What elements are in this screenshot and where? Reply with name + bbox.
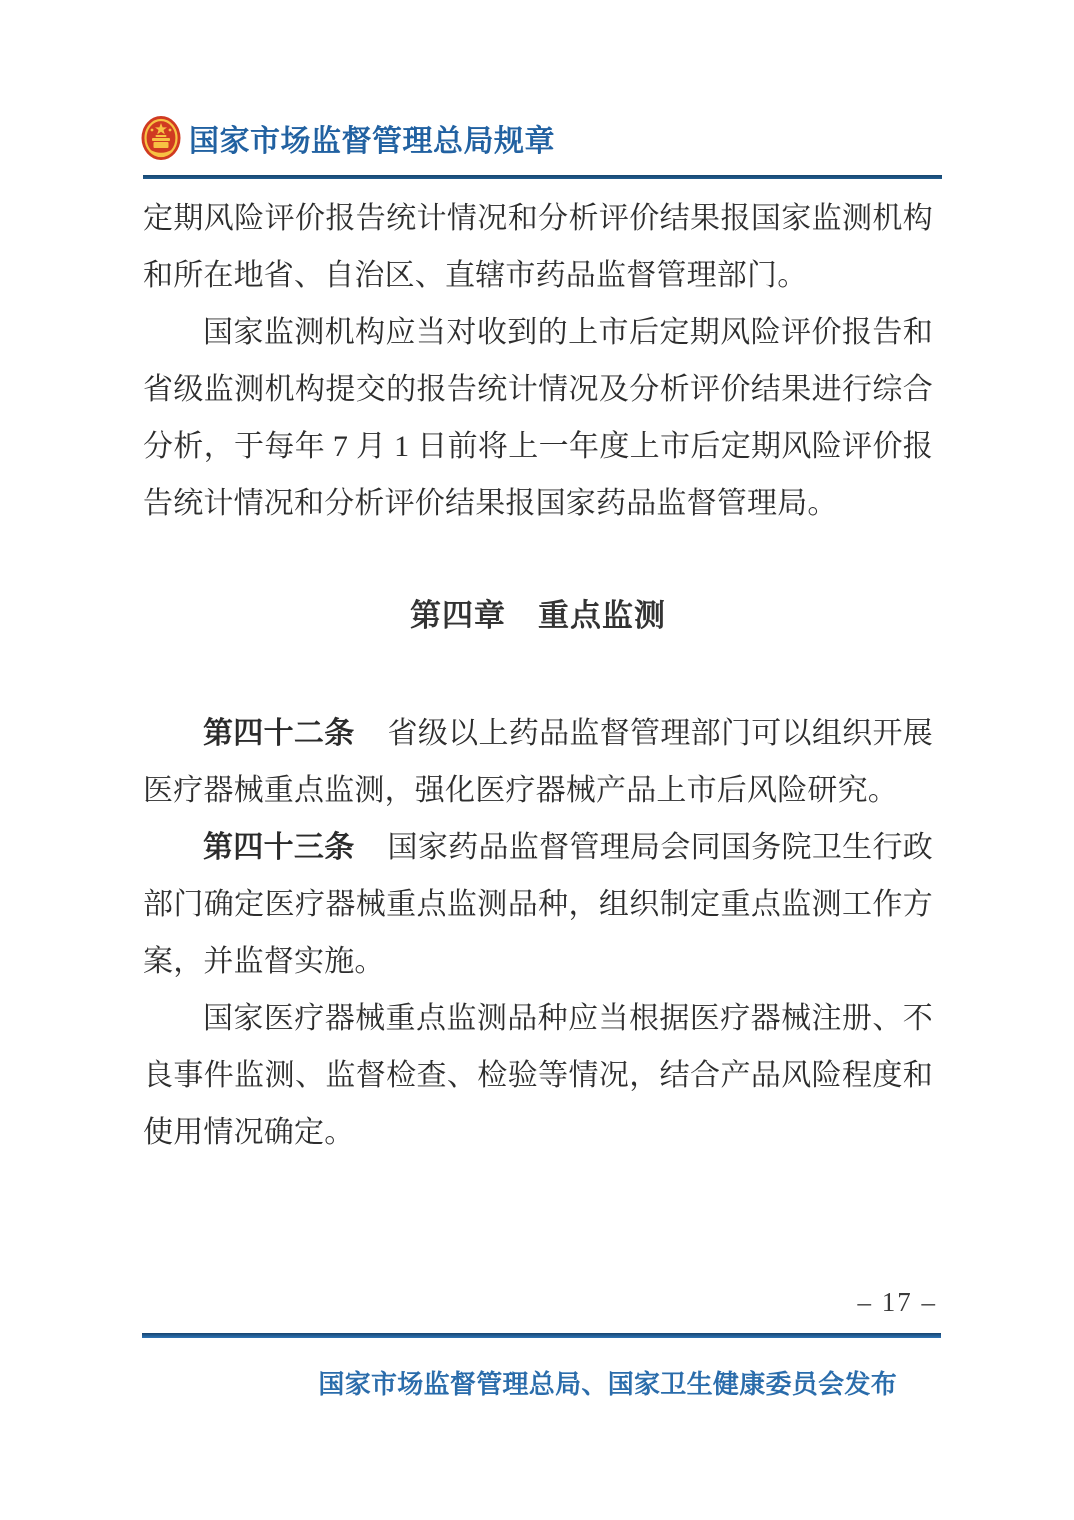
paragraph: 国家医疗器械重点监测品种应当根据医疗器械注册、不良事件监测、监督检查、检验等情况，结合产品风险程度和使用情况确定。 xyxy=(143,1002,933,1149)
header-title: 国家市场监督管理总局规章 xyxy=(189,125,555,158)
national-emblem-icon xyxy=(141,115,181,161)
footer-divider-line xyxy=(142,1333,941,1338)
article-43-paragraph xyxy=(143,819,933,990)
article-43-text: 国家药品监督管理局会同国务院卫生行政部门确定医疗器械重点监测品种，组织制定重点监测工作方案，并监督实施。 xyxy=(143,831,933,978)
article-42-number: 第四十二条 xyxy=(203,717,355,750)
document-header xyxy=(141,112,941,164)
article-42-text: 省级以上药品监督管理部门可以组织开展医疗器械重点监测，强化医疗器械产品上市后风险研究。 xyxy=(143,717,933,807)
paragraph: 国家监测机构应当对收到的上市后定期风险评价报告和省级监测机构提交的报告统计情况及分析评价结果进行综合分析，于每年 7 月 1 日前将上一年度上市后定期风险评价报告统计情况和分析评价结果报国家药品监督管理局。 xyxy=(143,316,933,520)
header-divider-line xyxy=(143,175,942,179)
paragraph-continuation: 定期风险评价报告统计情况和分析评价结果报国家监测机构和所在地省、自治区、直辖市药品监督管理部门。 xyxy=(143,202,933,292)
chapter-heading: 第四章 重点监测 xyxy=(410,598,666,633)
publisher-line: 国家市场监督管理总局、国家卫生健康委员会发布 xyxy=(318,1369,897,1399)
article-43-number: 第四十三条 xyxy=(203,831,355,864)
article-42-paragraph xyxy=(143,705,933,819)
document-body xyxy=(143,190,933,1161)
page-number: – 17 – xyxy=(857,1287,937,1317)
